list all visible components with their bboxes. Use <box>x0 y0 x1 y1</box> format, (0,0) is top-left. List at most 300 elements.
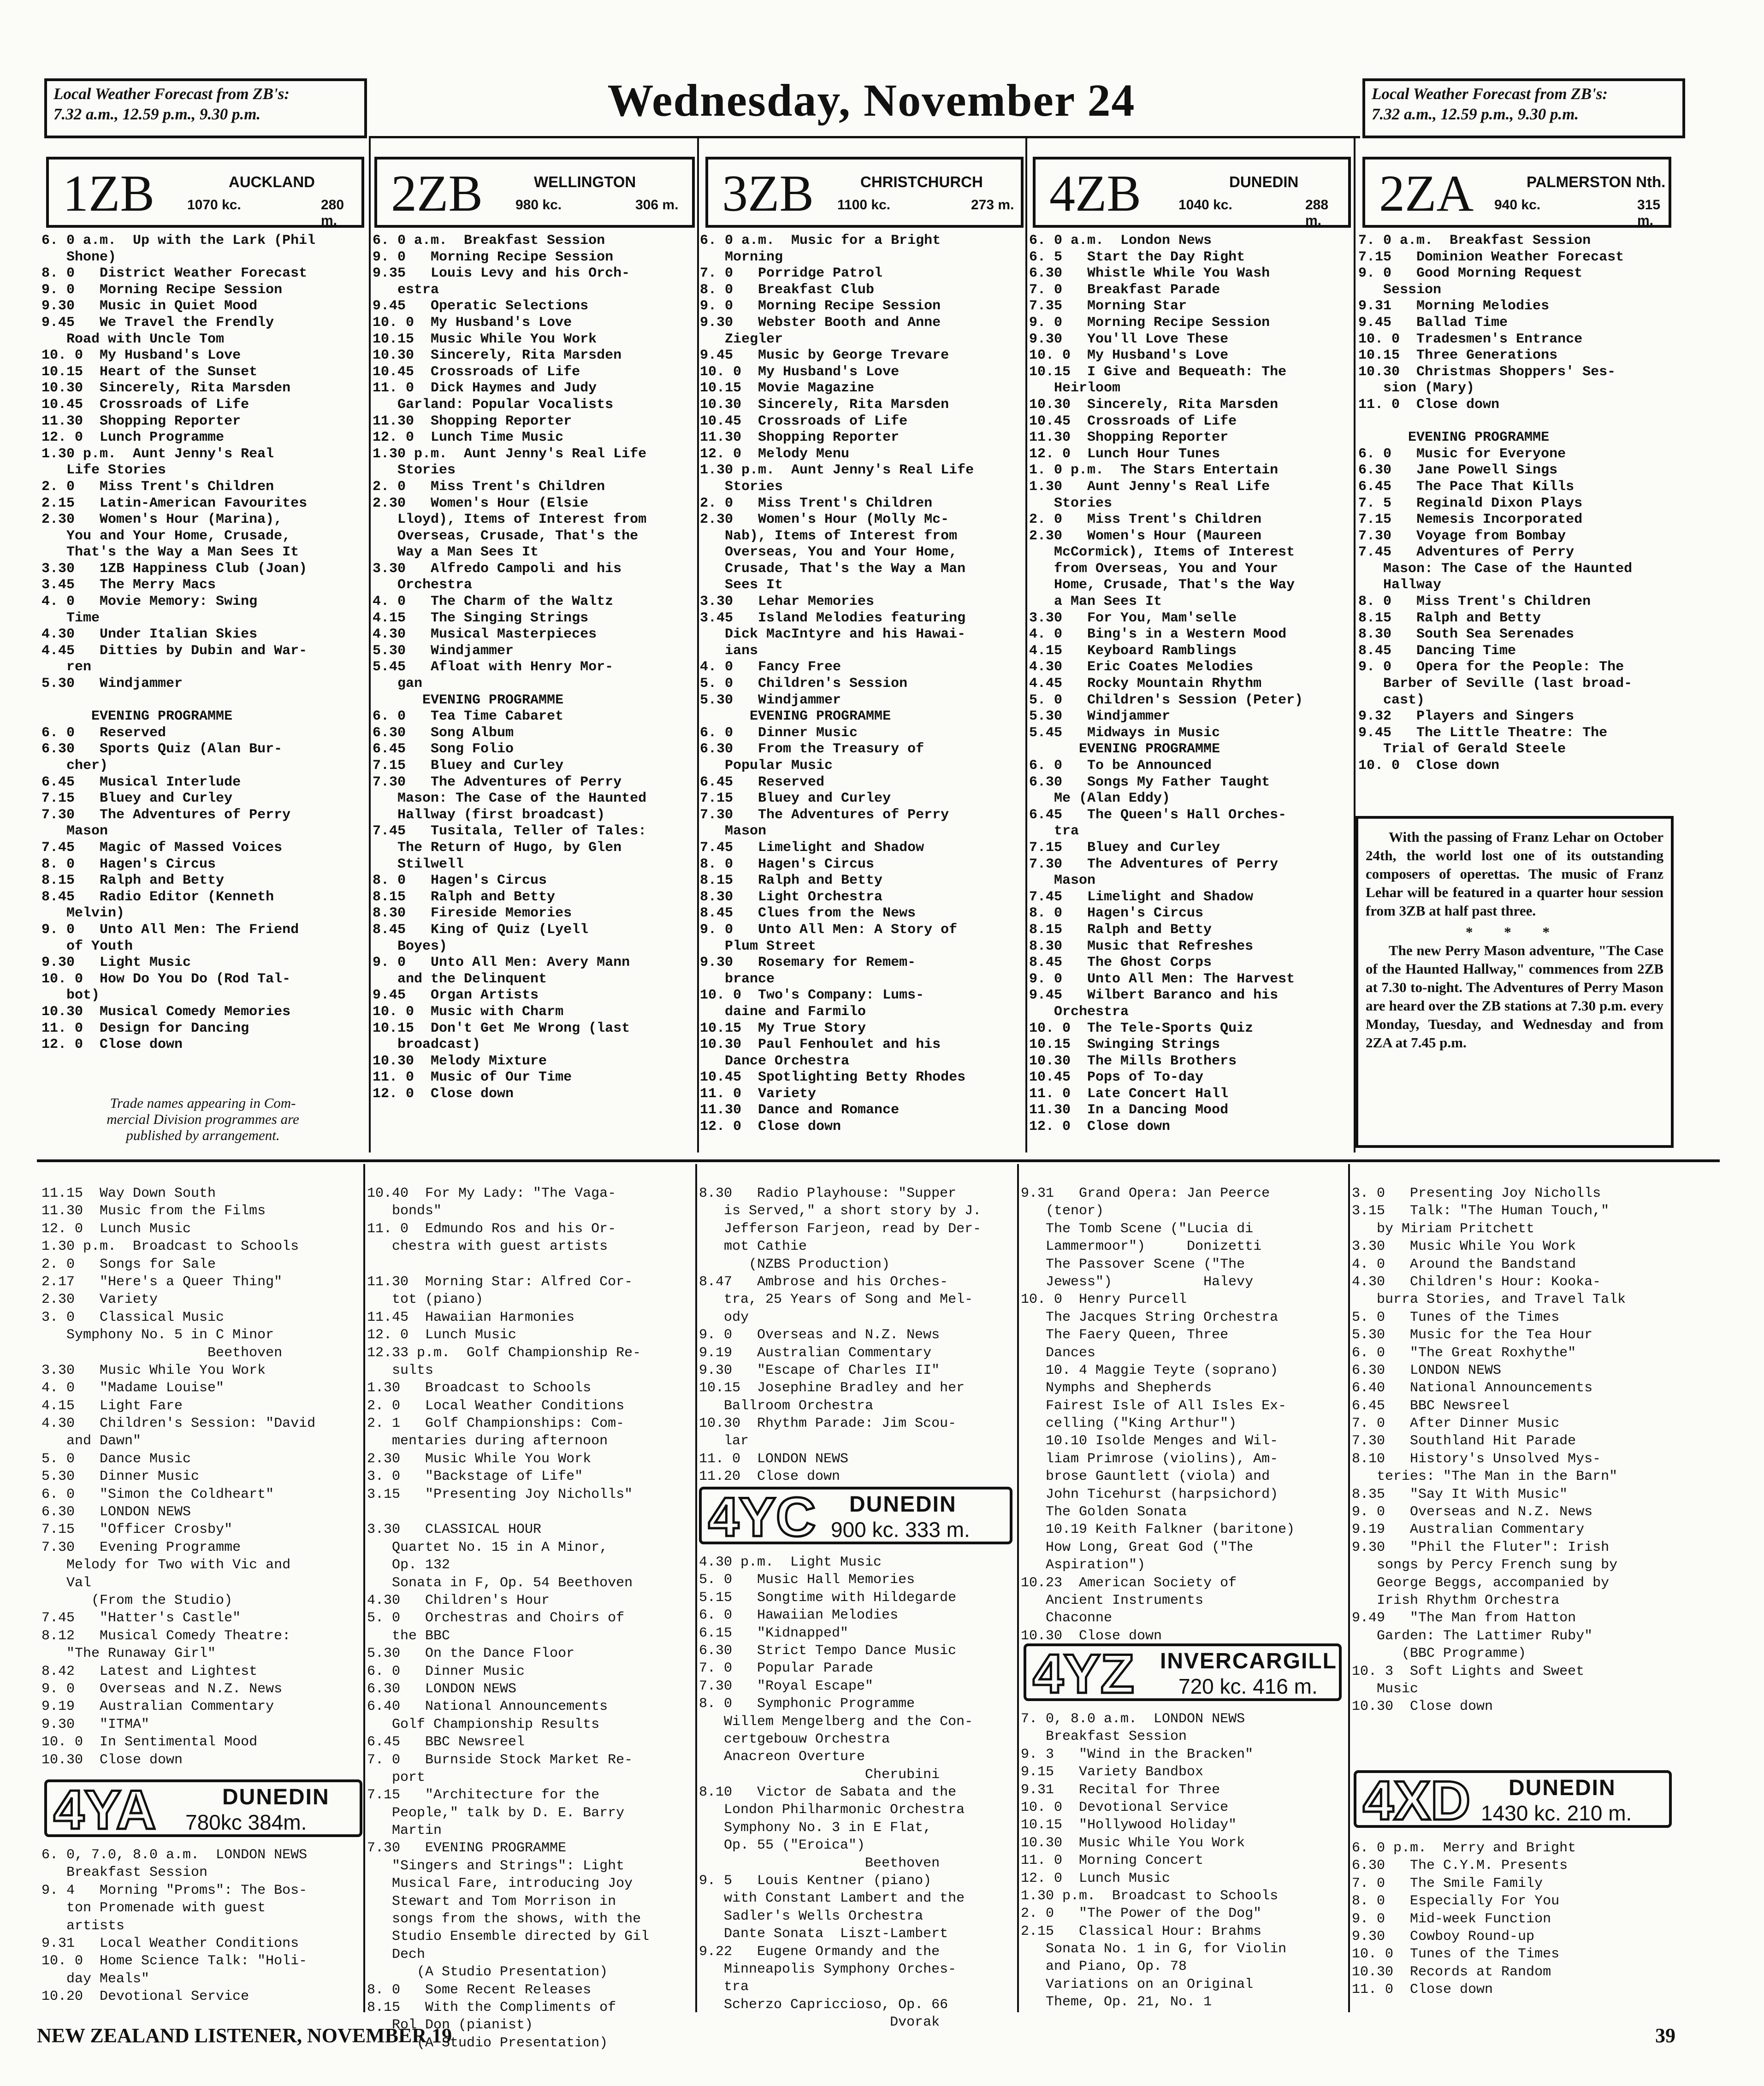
schedule-line: 4.30 Under Italian Skies <box>41 626 258 643</box>
schedule-line: 8.30 Radio Playhouse: "Supper <box>699 1186 957 1201</box>
schedule-line: 8. 0 Miss Trent's Children <box>1358 594 1591 610</box>
schedule-line: Val <box>41 1575 92 1591</box>
schedule-line: 11. 0 Music of Our Time <box>373 1070 572 1086</box>
schedule-line: 10.30 Musical Comedy Memories <box>41 1004 291 1020</box>
schedule-line: 12. 0 Lunch Time Music <box>373 430 564 446</box>
schedule-line: 6.30 Strict Tempo Dance Music <box>699 1643 957 1659</box>
schedule-line: 10. 0 Two's Company: Lums- <box>700 987 924 1004</box>
schedule-line: 9. 0 Unto All Men: Avery Mann <box>373 955 630 971</box>
schedule-line: 10.15 My True Story <box>700 1020 866 1036</box>
schedule-line: 6. 0 Music for Everyone <box>1358 446 1566 462</box>
schedule-line: Life Stories <box>41 462 166 479</box>
station-kc: 1040 kc. <box>1178 197 1232 213</box>
schedule-line: (NZBS Production) <box>699 1256 890 1272</box>
schedule-line: 1.30 p.m. Broadcast to Schools <box>1021 1888 1279 1904</box>
schedule-line: The Jacques String Orchestra <box>1021 1309 1279 1325</box>
schedule-line: Session <box>1358 282 1442 298</box>
schedule-line: 9. 0 Morning Recipe Session <box>41 282 283 298</box>
trade-note-line: published by arrangement. <box>126 1127 280 1143</box>
schedule-line: 1.30 p.m. Aunt Jenny's Real Life <box>373 446 647 462</box>
schedule-line: songs by Percy French sung by <box>1352 1557 1618 1573</box>
schedule-line: Stewart and Tom Morrison in <box>367 1893 616 1909</box>
schedule-line: 1.30 p.m. Aunt Jenny's Real Life <box>700 462 974 479</box>
schedule-line: 6.45 Song Folio <box>373 741 514 757</box>
schedule-line: 11.30 Shopping Reporter <box>41 413 241 429</box>
schedule-line: 9.45 Ballad Time <box>1358 314 1508 331</box>
station-header-2zb <box>374 157 695 228</box>
station-box-4ya <box>44 1779 362 1841</box>
schedule-line: Overseas, You and Your Home, <box>700 544 958 561</box>
schedule-line: 8.12 Musical Comedy Theatre: <box>41 1628 291 1644</box>
station-name: DUNEDIN <box>222 1785 330 1809</box>
schedule-line: 7.15 Dominion Weather Forecast <box>1358 249 1624 265</box>
schedule-line: 5.15 Songtime with Hildegarde <box>699 1590 957 1606</box>
schedule-line: 12. 0 Lunch Music <box>41 1221 191 1237</box>
station-call: 3ZB <box>722 165 814 222</box>
schedule-line: 6. 0 Tea Time Cabaret <box>373 709 564 725</box>
schedule-line: 10.15 Josephine Bradley and her <box>699 1380 965 1396</box>
schedule-line: 10.45 Crossroads of Life <box>41 396 249 413</box>
schedule-line: Popular Music <box>700 758 833 774</box>
schedule-line: 11. 0 Variety <box>700 1086 817 1102</box>
schedule-line: 10.30 Paul Fenhoulet and his <box>700 1037 941 1053</box>
schedule-line: 11.45 Hawaiian Harmonies <box>367 1309 575 1325</box>
schedule-line: 8.30 Fireside Memories <box>373 905 572 922</box>
schedule-line: 8. 0 District Weather Forecast <box>41 266 308 282</box>
schedule-line: Irish Rhythm Orchestra <box>1352 1592 1560 1608</box>
schedule-line: 7. 0 Breakfast Parade <box>1029 282 1220 298</box>
schedule-line: Orchestra <box>373 577 473 593</box>
schedule-line: mot Cathie <box>699 1239 807 1255</box>
trade-note-line: Trade names appearing in Com- <box>110 1095 296 1111</box>
schedule-line: Mason <box>1029 873 1096 889</box>
forecast-line-2: 7.32 a.m., 12.59 p.m., 9.30 p.m. <box>53 105 261 123</box>
schedule-line: 11. 0 Close down <box>1358 396 1500 413</box>
schedule-line: 11.30 Dance and Romance <box>700 1102 900 1118</box>
schedule-line: 10. 0 Music with Charm <box>373 1004 564 1020</box>
schedule-line: Dance Orchestra <box>700 1053 850 1069</box>
schedule-line: 9.45 We Travel the Frendly <box>41 314 274 331</box>
schedule-line: estra <box>373 282 439 298</box>
schedule-line: Minneapolis Symphony Orches- <box>699 1961 957 1977</box>
schedule-line: Melody for Two with Vic and <box>41 1557 291 1573</box>
schedule-line: 6.30 Song Album <box>373 725 514 741</box>
schedule-line: Trial of Gerald Steele <box>1358 741 1566 757</box>
schedule-line: Martin <box>367 1823 442 1839</box>
schedule-line: 10.30 Melody Mixture <box>373 1053 547 1069</box>
column-divider <box>1025 138 1027 1152</box>
schedule-line: sion (Mary) <box>1358 380 1475 396</box>
schedule-line: The Golden Sonata <box>1021 1504 1187 1520</box>
schedule-line: 3.45 Island Melodies featuring <box>700 610 966 626</box>
schedule-line: daine and Farmilo <box>700 1004 866 1020</box>
schedule-line: 5.30 Windjammer <box>1029 709 1171 725</box>
schedule-line: 9.32 Players and Singers <box>1358 709 1575 725</box>
schedule-line: 11.20 Close down <box>699 1469 841 1485</box>
schedule-line: 1.30 Aunt Jenny's Real Life <box>1029 479 1270 495</box>
schedule-line: Symphony No. 5 in C Minor <box>41 1327 274 1343</box>
schedule-line: 6. 0 "Simon the Coldheart" <box>41 1486 274 1502</box>
schedule-line: 12. 0 Lunch Music <box>1021 1870 1171 1886</box>
schedule-line: 10. 0 Close down <box>1358 758 1500 774</box>
column-divider <box>363 1164 365 2012</box>
schedule-line: 11. 0 Edmundo Ros and his Or- <box>367 1221 616 1237</box>
schedule-line: 10.45 Spotlighting Betty Rhodes <box>700 1070 966 1086</box>
schedule-line: 3. 0 Presenting Joy Nicholls <box>1352 1186 1601 1201</box>
schedule-line: 10.30 Sincerely, Rita Marsden <box>700 396 949 413</box>
schedule-line: Me (Alan Eddy) <box>1029 791 1171 807</box>
schedule-line: 10.30 Records at Random <box>1352 1964 1551 1980</box>
schedule-line: is Served," a short story by J. <box>699 1203 982 1219</box>
schedule-line: 10. 0 Tradesmen's Entrance <box>1358 331 1583 347</box>
schedule-line: 10.20 Devotional Service <box>41 1989 249 2005</box>
schedule-line: 12. 0 Close down <box>1029 1119 1171 1135</box>
schedule-line: 7.30 The Adventures of Perry <box>373 774 622 790</box>
schedule-line: 12. 0 Melody Menu <box>700 446 850 462</box>
schedule-line: Orchestra <box>1029 1004 1129 1020</box>
schedule-line: 8. 0 Some Recent Releases <box>367 1982 592 1998</box>
schedule-line: brance <box>700 971 775 987</box>
schedule-line: 10. 0 My Husband's Love <box>373 314 572 331</box>
schedule-line: 10.15 Three Generations <box>1358 348 1558 364</box>
schedule-line: Sees It <box>700 577 783 593</box>
schedule-line: 9. 4 Morning "Proms": The Bos- <box>41 1882 308 1898</box>
station-frequency: 1430 kc. 210 m. <box>1481 1801 1632 1825</box>
schedule-line: 6.30 Whistle While You Wash <box>1029 266 1270 282</box>
schedule-line: Chaconne <box>1021 1610 1113 1626</box>
schedule-line: a Man Sees It <box>1029 594 1162 610</box>
schedule-line: How Long, Great God ("The <box>1021 1539 1254 1555</box>
schedule-line: 2.15 Latin-American Favourites <box>41 495 308 511</box>
schedule-line: 7. 0 a.m. Breakfast Session <box>1358 233 1591 248</box>
schedule-line: Lloyd), Items of Interest from <box>373 512 647 528</box>
schedule-line: 10.45 Crossroads of Life <box>700 413 908 429</box>
schedule-line: Sonata No. 1 in G, for Violin <box>1021 1941 1287 1957</box>
schedule-line: broadcast) <box>373 1037 481 1053</box>
schedule-line: 6.15 "Kidnapped" <box>699 1625 849 1641</box>
schedule-line: Op. 55 ("Eroica") <box>699 1838 865 1854</box>
schedule-line: Melvin) <box>41 905 125 922</box>
schedule-line: ton Promenade with guest <box>41 1900 266 1916</box>
schedule-line: Nab), Items of Interest from <box>700 528 958 544</box>
schedule-line: 9.30 "Phil the Fluter": Irish <box>1352 1539 1610 1555</box>
schedule-line: certgebouw Orchestra <box>699 1731 890 1747</box>
schedule-line: 2.30 Women's Hour (Molly Mc- <box>700 512 949 528</box>
schedule-line: 7.15 Bluey and Curley <box>700 791 891 807</box>
schedule-line: 9. 3 "Wind in the Bracken" <box>1021 1746 1254 1762</box>
schedule-line: 7.15 Bluey and Curley <box>1029 839 1220 856</box>
schedule-line: 4.45 Rocky Mountain Rhythm <box>1029 676 1262 692</box>
schedule-line: 2.30 Variety <box>41 1292 158 1308</box>
schedule-line: 6.30 Sports Quiz (Alan Bur- <box>41 741 283 757</box>
schedule-line: cher) <box>41 758 108 774</box>
schedule-line: 8.45 Clues from the News <box>700 905 916 922</box>
national-schedule-block <box>699 1185 981 1486</box>
national-schedule-block <box>1021 1710 1286 2011</box>
notice-paragraph-2: The new Perry Mason adventure, "The Case of the Haunted Hallway," commences from 2ZB at 7.30 to-night. The Adventures of Perry Mason are heard over the ZB stations at 7.30 p.m. every Monday, Tuesday, and Wednesday and from 2ZA at 7.45 p.m. <box>1366 942 1663 1051</box>
schedule-line: 5. 0 Dance Music <box>41 1451 191 1467</box>
schedule-line: 6.45 Reserved <box>700 774 825 790</box>
schedule-line: ren <box>41 659 92 675</box>
schedule-line: 7.15 Bluey and Curley <box>373 758 564 774</box>
footer-page-number: 39 <box>1655 2024 1675 2047</box>
schedule-line: 8.47 Ambrose and his Orches- <box>699 1274 948 1290</box>
schedule-line: 9.45 Music by George Trevare <box>700 348 949 364</box>
schedule-line: 7.30 The Adventures of Perry <box>700 807 949 823</box>
schedule-line: 4.30 Children's Hour <box>367 1592 550 1608</box>
schedule-line: 6.30 The C.Y.M. Presents <box>1352 1858 1568 1874</box>
schedule-line: 6. 0 Dinner Music <box>700 725 858 741</box>
schedule-line: (BBC Programme) <box>1352 1646 1527 1662</box>
station-city: AUCKLAND <box>229 173 315 190</box>
schedule-line: 4.30 p.m. Light Music <box>699 1554 882 1570</box>
schedule-column-1zb <box>41 233 315 1053</box>
station-frequency: 780kc 384m. <box>185 1810 307 1834</box>
schedule-line: 2.30 Women's Hour (Marina), <box>41 512 283 528</box>
schedule-line: 5.30 Windjammer <box>700 692 841 708</box>
schedule-line: gan <box>373 676 423 692</box>
schedule-line: 7.35 Morning Star <box>1029 298 1187 314</box>
schedule-line: 9.31 Recital for Three <box>1021 1782 1220 1798</box>
schedule-line: and Piano, Op. 78 <box>1021 1959 1187 1975</box>
schedule-line: "Singers and Strings": Light <box>367 1858 625 1874</box>
national-schedule-block <box>41 1185 315 1769</box>
schedule-line: 9. 0 Good Morning Request <box>1358 266 1583 282</box>
schedule-line: 2.17 "Here's a Queer Thing" <box>41 1274 283 1290</box>
schedule-line: 3. 0 "Backstage of Life" <box>367 1469 583 1485</box>
schedule-line: 6.40 National Announcements <box>1352 1380 1593 1396</box>
schedule-line: 9.49 "The Man from Hatton <box>1352 1610 1576 1626</box>
schedule-line: 9. 0 Morning Recipe Session <box>373 249 614 265</box>
schedule-line: 7.15 "Officer Crosby" <box>41 1522 233 1538</box>
schedule-line: 11. 0 Late Concert Hall <box>1029 1086 1229 1102</box>
schedule-line: 6.45 BBC Newsreel <box>1352 1398 1510 1414</box>
schedule-line: Barber of Seville (last broad- <box>1358 676 1633 692</box>
schedule-line: 11.30 Shopping Reporter <box>1029 430 1229 446</box>
schedule-line: (tenor) <box>1021 1203 1104 1219</box>
station-call: 2ZA <box>1379 165 1474 222</box>
lehar-perry-mason-notice <box>1356 816 1674 1148</box>
schedule-line: 8. 0 Especially For You <box>1352 1893 1560 1909</box>
schedule-line: The Faery Queen, Three <box>1021 1327 1229 1343</box>
schedule-line: 6. 0 Reserved <box>41 725 166 741</box>
schedule-line: 1.30 Broadcast to Schools <box>367 1380 592 1396</box>
schedule-line: 9.30 "ITMA" <box>41 1716 150 1732</box>
schedule-line: Musical Fare, introducing Joy <box>367 1876 633 1892</box>
station-frequency: 900 kc. 333 m. <box>831 1518 970 1542</box>
schedule-line: Willem Mengelberg and the Con- <box>699 1714 973 1730</box>
column-divider <box>369 138 371 1152</box>
trade-note-line: mercial Division programmes are <box>107 1111 299 1127</box>
station-kc: 980 kc. <box>515 197 562 213</box>
schedule-line: Time <box>41 610 100 626</box>
schedule-line: Crusade, That's the Way a Man <box>700 561 966 577</box>
schedule-line: 9. 0 Morning Recipe Session <box>700 298 941 314</box>
national-schedule-block <box>1352 1839 1576 1999</box>
station-header-2za <box>1362 157 1671 228</box>
schedule-line: People," talk by D. E. Barry <box>367 1805 625 1821</box>
schedule-line: Mason <box>700 823 767 839</box>
schedule-line: 6.30 Jane Powell Sings <box>1358 462 1558 479</box>
schedule-line: Breakfast Session <box>1021 1729 1187 1745</box>
schedule-line: 4.30 Eric Coates Melodies <box>1029 659 1254 675</box>
schedule-line: EVENING PROGRAMME <box>1358 430 1550 446</box>
schedule-line: 7.45 Tusitala, Teller of Tales: <box>373 823 647 839</box>
schedule-line: 11.30 Morning Star: Alfred Cor- <box>367 1274 633 1290</box>
schedule-line: 5.30 Windjammer <box>373 643 514 659</box>
forecast-line-1: Local Weather Forecast from ZB's: <box>53 85 290 103</box>
schedule-line: 7. 0 The Smile Family <box>1352 1875 1543 1891</box>
schedule-line: 9. 0 Mid-week Function <box>1352 1911 1551 1927</box>
schedule-line: 6.30 LONDON NEWS <box>41 1504 191 1520</box>
schedule-line: 11. 0 Design for Dancing <box>41 1020 249 1036</box>
schedule-line: 8. 0 Hagen's Circus <box>700 856 875 872</box>
schedule-line: 9.31 Grand Opera: Jan Peerce <box>1021 1186 1270 1201</box>
schedule-line: Variations on an Original <box>1021 1976 1254 1992</box>
schedule-line: 12. 0 Lunch Music <box>367 1327 517 1343</box>
schedule-line: songs from the shows, with the <box>367 1911 641 1927</box>
schedule-line: 7.45 Limelight and Shadow <box>1029 889 1254 905</box>
schedule-line: 8.30 Music that Refreshes <box>1029 938 1254 954</box>
schedule-line: 3.30 Music While You Work <box>1352 1239 1576 1255</box>
national-schedule-block <box>41 1846 307 2006</box>
schedule-line: 8.45 Dancing Time <box>1358 643 1516 659</box>
station-wavelength: 280 m. <box>321 197 344 228</box>
schedule-line: 10.15 Swinging Strings <box>1029 1037 1220 1053</box>
schedule-line: Mason <box>41 823 108 839</box>
schedule-line: Garland: Popular Vocalists <box>373 396 614 413</box>
schedule-line: 6. 0 a.m. Music for a Bright <box>700 233 941 248</box>
schedule-line: 4.15 Light Fare <box>41 1398 183 1414</box>
schedule-line: teries: "The Man in the Barn" <box>1352 1469 1618 1485</box>
schedule-line: 9. 0 Overseas and N.Z. News <box>1352 1504 1593 1520</box>
schedule-line: 6.40 National Announcements <box>367 1699 608 1715</box>
schedule-line: 6. 0 a.m. London News <box>1029 233 1212 248</box>
schedule-line: 8.30 Light Orchestra <box>700 889 883 905</box>
schedule-line: EVENING PROGRAMME <box>373 692 564 708</box>
schedule-line: 10.30 Music While You Work <box>1021 1835 1245 1851</box>
column-divider <box>697 138 699 1152</box>
schedule-line: Boyes) <box>373 938 448 954</box>
schedule-line: 2. 0 Miss Trent's Children <box>373 479 605 495</box>
schedule-line: Home, Crusade, That's the Way <box>1029 577 1295 593</box>
schedule-line: 2. 0 Miss Trent's Children <box>1029 512 1262 528</box>
schedule-line: 12. 0 Lunch Programme <box>41 430 225 446</box>
schedule-line: 6. 0 "The Great Roxhythe" <box>1352 1345 1576 1361</box>
schedule-line: 7. 0 After Dinner Music <box>1352 1416 1560 1432</box>
schedule-line: 6. 5 Start the Day Right <box>1029 249 1245 265</box>
schedule-line: Dick MacIntyre and his Hawai- <box>700 626 966 643</box>
schedule-line: 7. 5 Reginald Dixon Plays <box>1358 495 1583 511</box>
schedule-line: ody <box>699 1309 749 1325</box>
schedule-column-4zb <box>1029 233 1303 1135</box>
schedule-line: ians <box>700 643 758 659</box>
schedule-line: 4.15 The Singing Strings <box>373 610 589 626</box>
schedule-line: 4.30 Children's Session: "David <box>41 1416 316 1432</box>
schedule-line: the BBC <box>367 1628 450 1644</box>
schedule-line: Anacreon Overture <box>699 1749 865 1765</box>
schedule-line: 8.15 With the Compliments of <box>367 1999 616 2015</box>
schedule-line: 10.15 Heart of the Sunset <box>41 364 258 380</box>
schedule-line: 2. 1 Golf Championships: Com- <box>367 1416 625 1432</box>
station-kc: 1100 kc. <box>837 197 891 213</box>
schedule-line: 10. 0 In Sentimental Mood <box>41 1734 258 1750</box>
schedule-line: 7.45 Adventures of Perry <box>1358 544 1575 561</box>
station-name: DUNEDIN <box>849 1492 957 1517</box>
schedule-line: 6. 0 a.m. Breakfast Session <box>373 233 605 248</box>
schedule-line: 3.30 Lehar Memories <box>700 594 875 610</box>
national-schedule-block <box>699 1554 973 2032</box>
schedule-line: 9. 0 Opera for the People: The <box>1358 659 1624 675</box>
schedule-line: 9. 0 Overseas and N.Z. News <box>41 1681 283 1697</box>
station-wavelength: 273 m. <box>971 197 1014 213</box>
national-schedule-block <box>367 1185 649 2052</box>
schedule-line <box>1358 414 1632 430</box>
schedule-line <box>41 692 315 709</box>
schedule-line: Breakfast Session <box>41 1865 208 1881</box>
schedule-line: 7. 0 Porridge Patrol <box>700 266 883 282</box>
schedule-line: tra <box>1029 823 1079 839</box>
schedule-line: EVENING PROGRAMME <box>700 709 891 725</box>
schedule-line: 2. 0 Local Weather Conditions <box>367 1398 625 1414</box>
schedule-line: 9. 0 Overseas and N.Z. News <box>699 1327 940 1343</box>
schedule-line: 6. 0 Hawaiian Melodies <box>699 1607 899 1624</box>
schedule-line: 10.30 Sincerely, Rita Marsden <box>41 380 291 396</box>
schedule-line: 11. 0 Dick Haymes and Judy <box>373 380 597 396</box>
schedule-line: 10.30 The Mills Brothers <box>1029 1053 1237 1069</box>
schedule-line: Ziegler <box>700 331 783 347</box>
schedule-line: chestra with guest artists <box>367 1239 608 1255</box>
station-kc: 1070 kc. <box>187 197 241 213</box>
schedule-line: 4. 0 Fancy Free <box>700 659 841 675</box>
schedule-line: 8.42 Latest and Lightest <box>41 1663 258 1679</box>
schedule-line: burra Stories, and Travel Talk <box>1352 1292 1626 1308</box>
schedule-line: 8.35 "Say It With Music" <box>1352 1486 1568 1502</box>
schedule-line: 5. 0 Music Hall Memories <box>699 1572 915 1588</box>
schedule-line: 9.35 Louis Levy and his Orch- <box>373 266 630 282</box>
schedule-line: 4. 0 "Madame Louise" <box>41 1380 225 1396</box>
schedule-line: 5. 0 Tunes of the Times <box>1352 1309 1560 1325</box>
schedule-line: 6.30 LONDON NEWS <box>1352 1362 1502 1378</box>
schedule-line: Sonata in F, Op. 54 Beethoven <box>367 1575 633 1591</box>
schedule-line: 7.30 Evening Programme <box>41 1539 241 1555</box>
schedule-line: Stories <box>1029 495 1113 511</box>
schedule-line: 10.30 Close down <box>1021 1628 1162 1644</box>
schedule-line: You and Your Home, Crusade, <box>41 528 291 544</box>
schedule-line: 5.30 Dinner Music <box>41 1469 200 1485</box>
station-city: CHRISTCHURCH <box>860 173 983 190</box>
schedule-line: 5.30 Music for the Tea Hour <box>1352 1327 1593 1343</box>
schedule-line: Symphony No. 3 in E Flat, <box>699 1820 932 1836</box>
schedule-line: 10. 0 Tunes of the Times <box>1352 1946 1560 1962</box>
schedule-line: 4. 0 Movie Memory: Swing <box>41 594 258 610</box>
schedule-line: 10.23 American Society of <box>1021 1575 1237 1591</box>
schedule-line: 9.19 Australian Commentary <box>1352 1522 1585 1538</box>
schedule-line: Jewess") Halevy <box>1021 1274 1254 1290</box>
schedule-line: 4.30 Children's Hour: Kooka- <box>1352 1274 1601 1290</box>
schedule-line: Sadler's Wells Orchestra <box>699 1908 923 1924</box>
schedule-line: Ballroom Orchestra <box>699 1398 874 1414</box>
schedule-line: (A Studio Presentation) <box>367 1964 608 1980</box>
schedule-line: 8. 0 Hagen's Circus <box>1029 905 1204 922</box>
schedule-line: 10. 3 Soft Lights and Sweet <box>1352 1663 1585 1679</box>
schedule-line: "The Runaway Girl" <box>41 1646 216 1662</box>
schedule-line: 7.15 Bluey and Curley <box>41 791 233 807</box>
forecast-line-2: 7.32 a.m., 12.59 p.m., 9.30 p.m. <box>1372 105 1579 123</box>
schedule-line: tra, 25 Years of Song and Mel- <box>699 1292 973 1308</box>
schedule-column-3zb <box>700 233 974 1135</box>
schedule-line: 6. 0 p.m. Merry and Bright <box>1352 1840 1576 1856</box>
